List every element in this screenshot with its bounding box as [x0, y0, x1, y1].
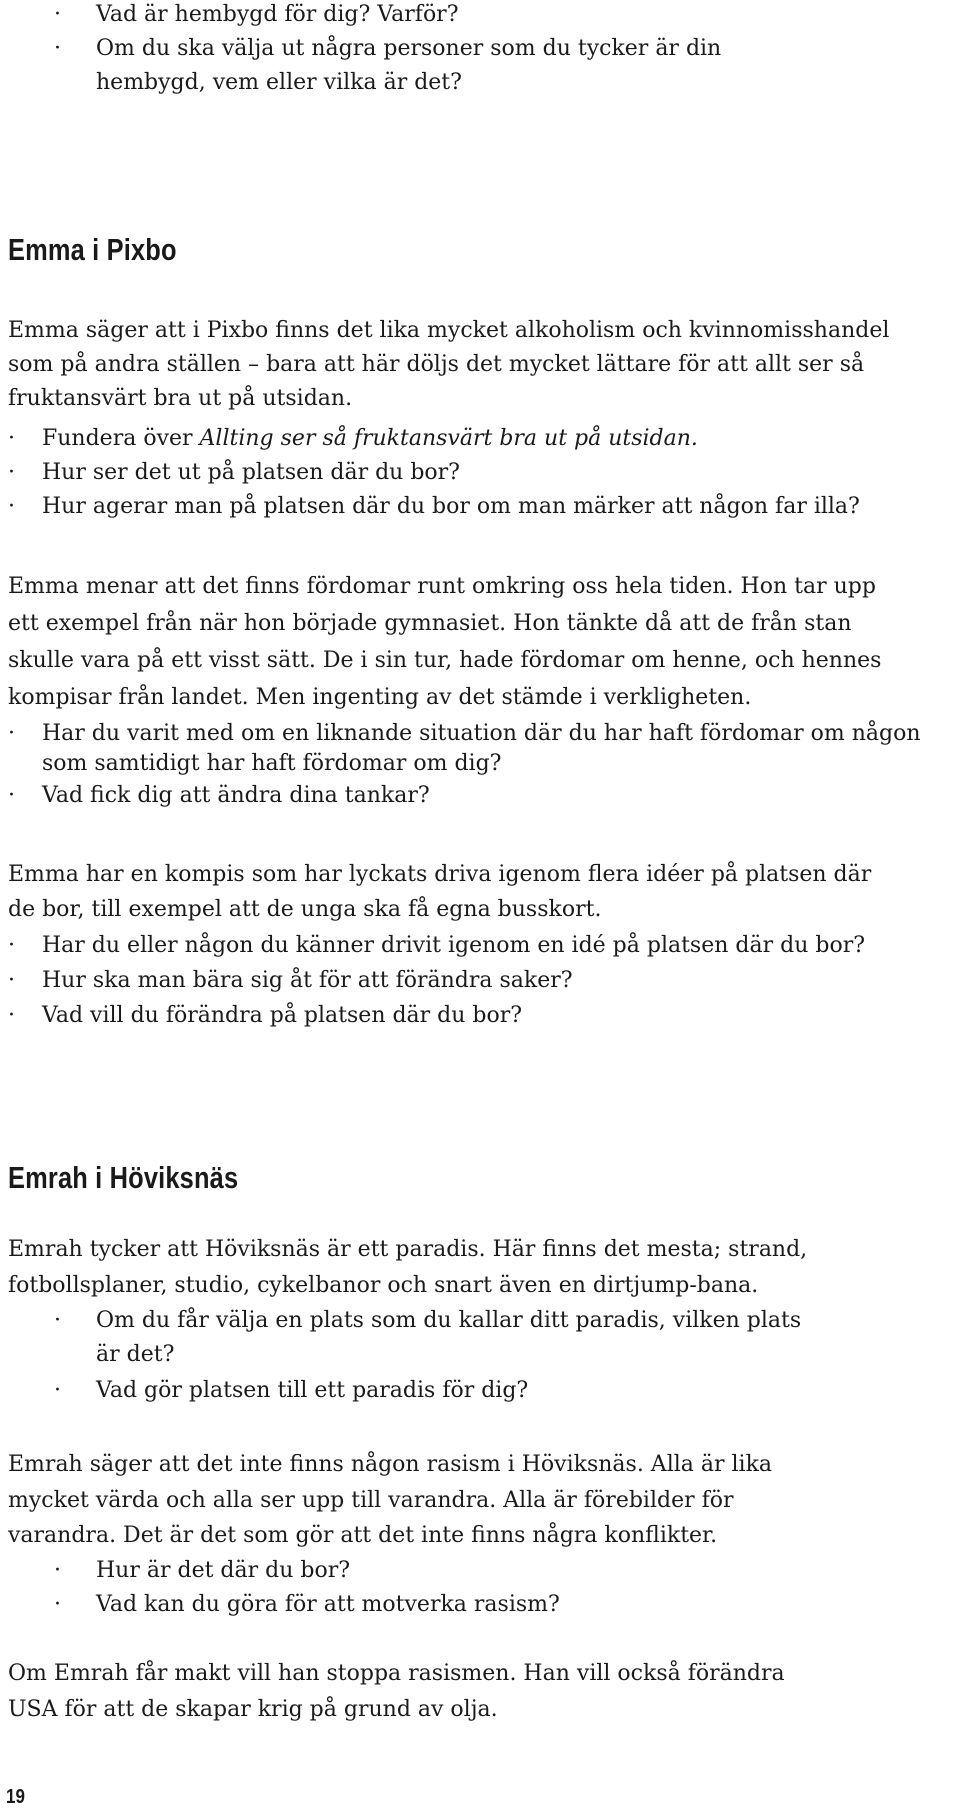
- page-number: 19: [6, 1786, 25, 1808]
- intro-bullet-2-line-2: hembygd, vem eller vilka är det?: [96, 70, 462, 95]
- bullet-fundera-prefix: Fundera över: [42, 426, 200, 451]
- paragraph-line: Emrah tycker att Höviksnäs är ett paradis. Här finns det mesta; strand,: [8, 1237, 808, 1262]
- paragraph-line: Emma menar att det finns fördomar runt omkring oss hela tiden. Hon tar upp: [8, 574, 876, 599]
- bullet-question: Hur ska man bära sig åt för att förändra saker?: [42, 968, 573, 993]
- paragraph-line: som på andra ställen – bara att här döljs det mycket lättare för att allt ser så: [8, 352, 865, 377]
- bullet-question: Vad kan du göra för att motverka rasism?: [96, 1592, 560, 1617]
- intro-bullet-1: Vad är hembygd för dig? Varför?: [96, 2, 459, 27]
- paragraph-line: Emrah säger att det inte finns någon rasism i Höviksnäs. Alla är lika: [8, 1452, 773, 1477]
- paragraph-line: fotbollsplaner, studio, cykelbanor och snart även en dirtjump-bana.: [8, 1273, 759, 1298]
- paragraph-line: mycket värda och alla ser upp till varandra. Alla är förebilder för: [8, 1488, 734, 1513]
- bullet-question-line-1: Har du varit med om en liknande situation där du har haft fördomar om någon: [42, 721, 921, 746]
- bullet-dot: ·: [8, 783, 15, 808]
- bullet-dot: ·: [54, 36, 61, 61]
- paragraph-line: kompisar från landet. Men ingenting av det stämde i verkligheten.: [8, 685, 752, 710]
- bullet-question: Hur är det där du bor?: [96, 1558, 351, 1583]
- paragraph-line: de bor, till exempel att de unga ska få egna busskort.: [8, 897, 602, 922]
- bullet-dot: ·: [54, 1558, 61, 1583]
- bullet-question: Hur ser det ut på platsen där du bor?: [42, 460, 460, 485]
- bullet-question-line-1: Om du får välja en plats som du kallar ditt paradis, vilken plats: [96, 1308, 802, 1333]
- bullet-dot: ·: [54, 1308, 61, 1333]
- bullet-fundera-quote: Allting ser så fruktansvärt bra ut på utsidan.: [199, 426, 698, 451]
- bullet-question-line-2: som samtidigt har haft fördomar om dig?: [42, 751, 502, 776]
- intro-bullet-2-line-1: Om du ska välja ut några personer som du tycker är din: [96, 36, 722, 61]
- bullet-question: Hur agerar man på platsen där du bor om man märker att någon far illa?: [42, 494, 860, 519]
- paragraph-line: varandra. Det är det som gör att det inte finns några konflikter.: [8, 1523, 718, 1548]
- section-heading-emma: Emma i Pixbo: [8, 232, 177, 267]
- bullet-dot: ·: [8, 1003, 15, 1028]
- bullet-dot: ·: [8, 933, 15, 958]
- bullet-question-line-2: är det?: [96, 1342, 175, 1367]
- paragraph-line: Emma har en kompis som har lyckats driva igenom flera idéer på platsen där: [8, 862, 872, 887]
- bullet-question: Vad fick dig att ändra dina tankar?: [42, 783, 430, 808]
- bullet-dot: ·: [54, 1378, 61, 1403]
- bullet-fundera: [42, 424, 698, 454]
- paragraph-line: ett exempel från när hon började gymnasiet. Hon tänkte då att de från stan: [8, 611, 852, 636]
- paragraph-line: Om Emrah får makt vill han stoppa rasismen. Han vill också förändra: [8, 1661, 785, 1686]
- paragraph-line: skulle vara på ett visst sätt. De i sin tur, hade fördomar om henne, och hennes: [8, 648, 882, 673]
- bullet-question: Har du eller någon du känner drivit igenom en idé på platsen där du bor?: [42, 933, 866, 958]
- bullet-dot: ·: [8, 721, 15, 746]
- paragraph-line: Emma säger att i Pixbo finns det lika mycket alkoholism och kvinnomisshandel: [8, 318, 890, 343]
- paragraph-line: USA för att de skapar krig på grund av olja.: [8, 1697, 498, 1722]
- bullet-question: Vad vill du förändra på platsen där du bor?: [42, 1003, 523, 1028]
- bullet-dot: ·: [54, 1592, 61, 1617]
- bullet-dot: ·: [8, 494, 15, 519]
- bullet-dot: ·: [8, 426, 15, 451]
- paragraph-line: fruktansvärt bra ut på utsidan.: [8, 386, 353, 411]
- bullet-dot: ·: [54, 2, 61, 27]
- bullet-dot: ·: [8, 460, 15, 485]
- bullet-question: Vad gör platsen till ett paradis för dig?: [96, 1378, 529, 1403]
- section-heading-emrah: Emrah i Höviksnäs: [8, 1160, 239, 1195]
- bullet-dot: ·: [8, 968, 15, 993]
